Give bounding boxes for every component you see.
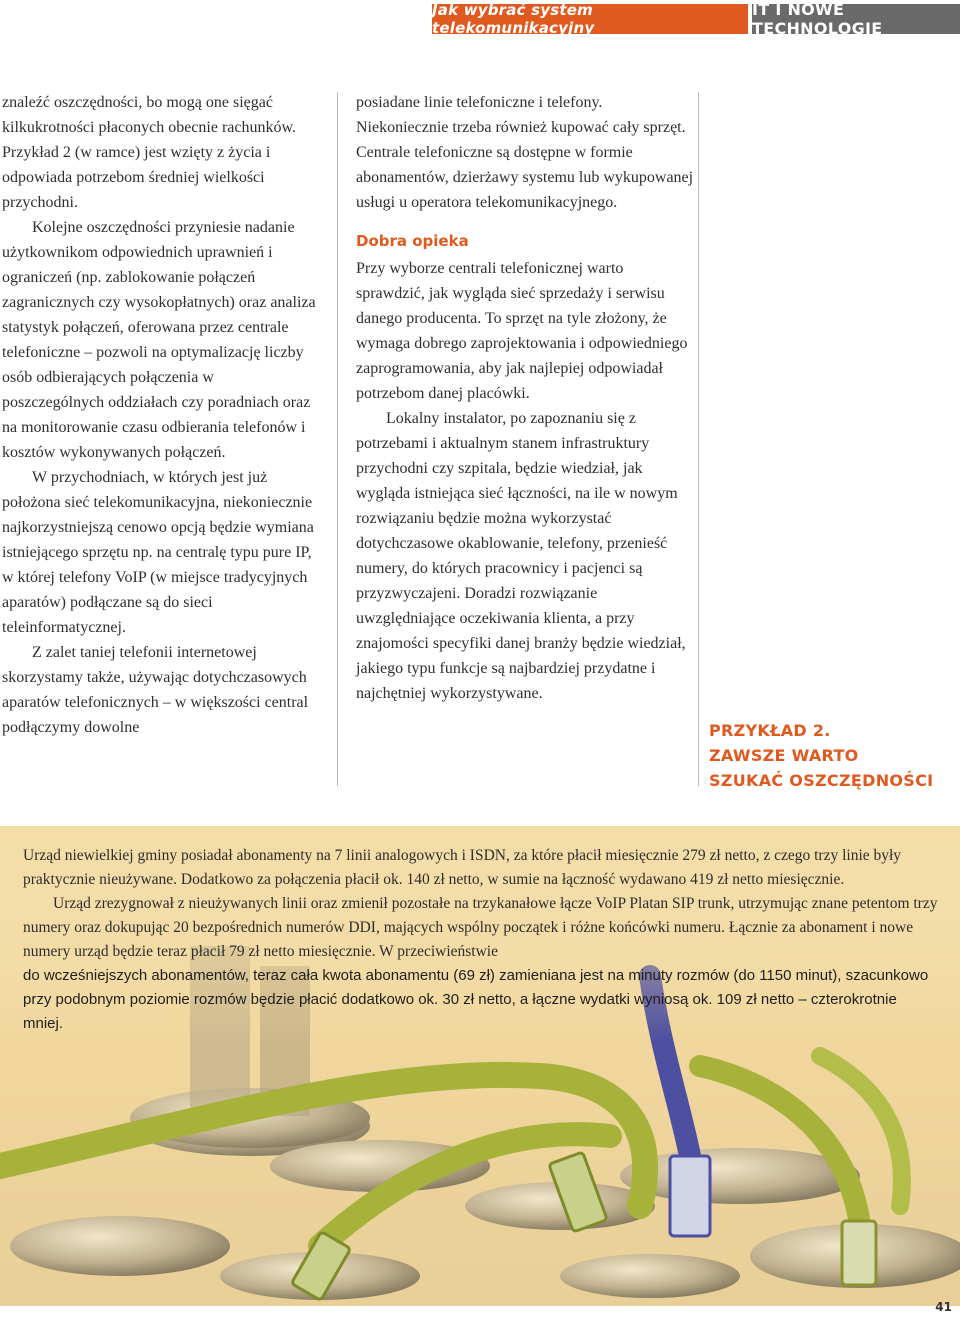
subheading: Dobra opieka (356, 232, 469, 250)
paragraph: Urząd niewielkiej gminy posiadał abonamenty na 7 linii analogowych i ISDN, za które płacił miesięcznie 279 zł netto, z czego trzy linie były praktycznie nieużywane. Dodatkowo za połączenia płacił ok. 140 zł netto, w sumie na łączność wydawano 419 zł netto miesięcznie. (23, 847, 902, 888)
example-heading-line: ZAWSZE WARTO (709, 746, 859, 765)
example-text (23, 844, 938, 1036)
paragraph: Lokalny instalator, po zapoznaniu się z potrzebami i aktualnym stanem infrastruktury przychodni czy szpitala, będzie wiedział, jak wygląda istniejąca sieć łączności, na ile w nowym rozwiązaniu będzie można wykorzystać dotychczasowe okablowanie, telefony, przenieść numery, do których pracownicy i pacjenci są przyzwyczajeni. Doradzi rozwiązanie uwzględniające oczekiwania klienta, a przy znajomości specyfiki danej branży będzie wiedział, jakiego typu funkcje są najbardziej przydatne i najchętniej wykorzystywane. (356, 410, 686, 702)
page-header (432, 0, 960, 38)
paragraph: znaleźć oszczędności, bo mogą one sięgać kilkukrotności płaconych obecnie rachunków. Przykład 2 (w ramce) jest wzięty z życia i odpowiada potrzebom średniej wielkości przychodni. (2, 94, 296, 211)
paragraph: Urząd zrezygnował z nieużywanych linii oraz zmienił pozostałe na trzykanałowe łącze VoIP Platan SIP trunk, utrzymując znane petentom trzy numery oraz dokupując 20 bezpośrednich numerów DDI, mających wspólny początek i różne końcówki numeru. Łącznie za abonament i nowe numery urząd będzie teraz płacił 79 zł netto miesięcznie. W przeciwieństwie (23, 895, 938, 960)
category-label: IT I NOWE TECHNOLOGIE (752, 4, 960, 34)
section-title: Jak wybrać system telekomunikacyjny (432, 4, 748, 34)
example-heading (709, 718, 949, 793)
paragraph: W przychodniach, w których jest już położona sieć telekomunikacyjna, niekoniecznie najkorzystniejszą cenowo opcją będzie wymiana istniejącego sprzętu np. na centralę typu pure IP, w której telefony VoIP (w miejsce tradycyjnych aparatów) podłączane są do sieci teleinformatycznej. (2, 469, 314, 636)
article-column-2 (356, 90, 696, 706)
page-number: 41 (935, 1300, 952, 1314)
paragraph: Przy wyborze centrali telefonicznej warto sprawdzić, jak wygląda sieć sprzedaży i serwisu danego producenta. To sprzęt na tyle złożony, że wymaga dobrego zaprojektowania i odpowiedniego zaprogramowania, aby jak najlepiej odpowiadał potrzebom danej placówki. (356, 260, 688, 402)
paragraph: Kolejne oszczędności przyniesie nadanie użytkownikom odpowiednich uprawnień i ograniczeń (np. zablokowanie połączeń zagranicznych czy wysokopłatnych) oraz analiza statystyk połączeń, oferowana przez centrale telefoniczne – pozwoli na optymalizację liczby osób odbierających połączenia w poszczególnych oddziałach czy poradniach oraz na monitorowanie czasu odbierania telefonów i kosztów wykonywanych połączeń. (2, 219, 316, 461)
column-divider (698, 92, 699, 786)
example-heading-line: PRZYKŁAD 2. (709, 721, 831, 740)
paragraph: Z zalet taniej telefonii internetowej skorzystamy także, używając dotychczasowych aparatów telefonicznych – w większości central podłączymy dowolne (2, 644, 309, 736)
article-column-1 (2, 90, 320, 740)
column-divider (337, 92, 338, 786)
example-box (0, 826, 960, 1306)
paragraph: posiadane linie telefoniczne i telefony. Niekoniecznie trzeba również kupować cały sprzęt. Centrale telefoniczne są dostępne w formie abonamentów, dzierżawy systemu lub wykupowanej usługi u operatora telekomunikacyjnego. (356, 94, 694, 211)
example-heading-line: SZUKAĆ OSZCZĘDNOŚCI (709, 771, 934, 790)
paragraph: do wcześniejszych abonamentów, teraz cała kwota abonamentu (69 zł) zamieniana jest na minuty rozmów (do 1150 minut), szacunkowo przy podobnym poziomie rozmów będzie płacić dodatkowo ok. 30 zł netto, a łączne wydatki wyniosą ok. 109 zł netto – czterokrotnie mniej. (23, 967, 929, 1032)
